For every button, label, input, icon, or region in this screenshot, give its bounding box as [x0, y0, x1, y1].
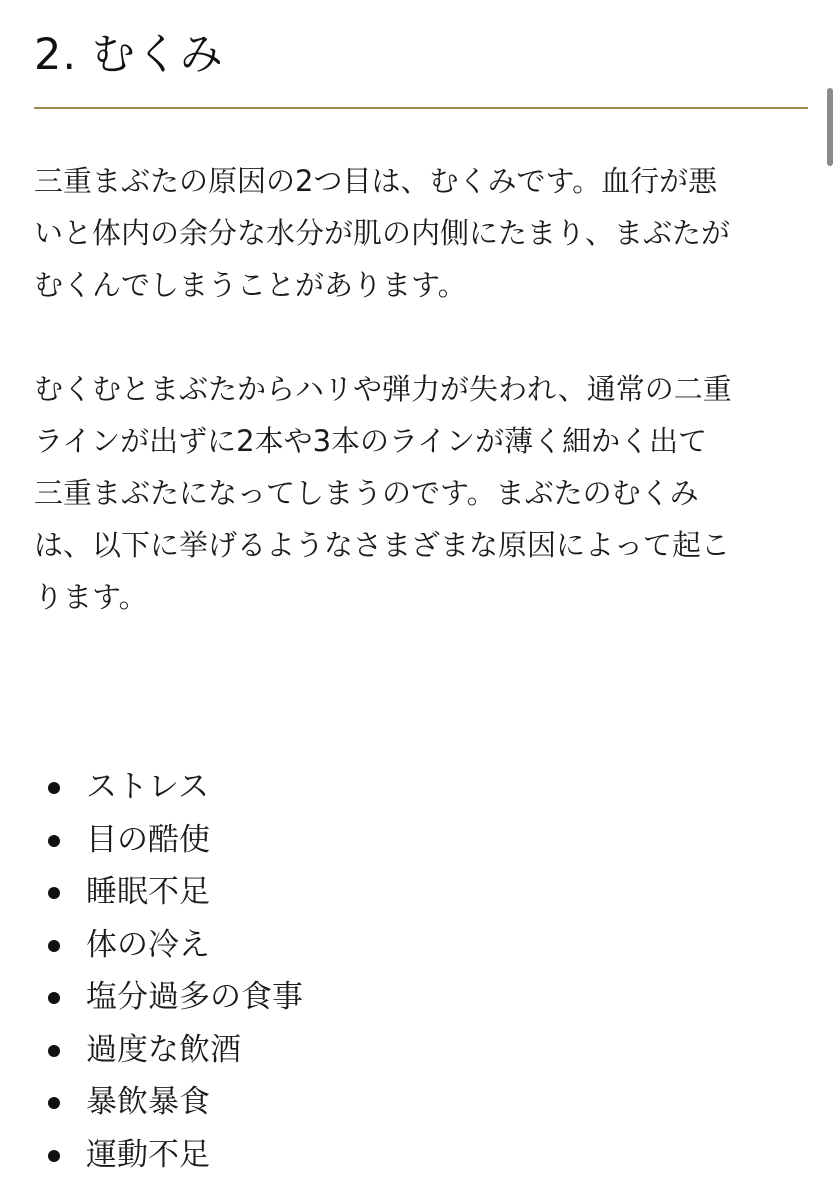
bullet-icon	[48, 782, 60, 794]
bullet-icon	[48, 940, 60, 952]
bullet-icon	[48, 1150, 60, 1162]
list-item-label: 暴飲暴食	[86, 1076, 210, 1129]
paragraph-line: いと体内の余分な水分が肌の内側にたまり、まぶたが	[34, 207, 810, 259]
list-item	[34, 1076, 810, 1129]
paragraph-line: むくんでしまうことがあります。	[34, 259, 810, 311]
paragraph-line: 三重まぶたの原因の2つ目は、むくみです。血行が悪	[34, 155, 810, 207]
list-item-label: 目の酷使	[86, 814, 210, 867]
paragraph-line: 三重まぶたになってしまうのです。まぶたのむくみ	[34, 467, 810, 519]
list-item-label: 過度な飲酒	[86, 1024, 241, 1077]
paragraph-line: は、以下に挙げるようなさまざまな原因によって起こ	[34, 519, 810, 571]
list-item	[34, 919, 810, 972]
bullet-icon	[48, 992, 60, 1004]
list-item	[34, 971, 810, 1024]
list-item	[34, 761, 810, 814]
paragraph-line: むくむとまぶたからハリや弾力が失われ、通常の二重	[34, 363, 810, 415]
paragraph-intro	[34, 155, 810, 311]
list-item-label: 睡眠不足	[86, 866, 210, 919]
paragraph-detail	[34, 363, 810, 623]
vertical-scrollbar[interactable]	[827, 88, 833, 166]
list-item	[34, 814, 810, 867]
bullet-icon	[48, 835, 60, 847]
bullet-icon	[48, 1045, 60, 1057]
section-heading: 2. むくみ	[34, 0, 810, 84]
bullet-icon	[48, 887, 60, 899]
paragraph-line: ラインが出ずに2本や3本のラインが薄く細かく出て	[34, 415, 810, 467]
bullet-icon	[48, 1097, 60, 1109]
list-item-label: 体の冷え	[86, 919, 210, 972]
article-content	[34, 0, 810, 1181]
list-item-label: 運動不足	[86, 1129, 210, 1181]
list-item	[34, 1129, 810, 1181]
list-item	[34, 866, 810, 919]
causes-list	[34, 761, 810, 1181]
list-item	[34, 1024, 810, 1077]
list-item-label: ストレス	[86, 761, 209, 814]
list-item-label: 塩分過多の食事	[86, 971, 303, 1024]
heading-divider	[34, 107, 808, 109]
paragraph-line: ります。	[34, 571, 810, 623]
